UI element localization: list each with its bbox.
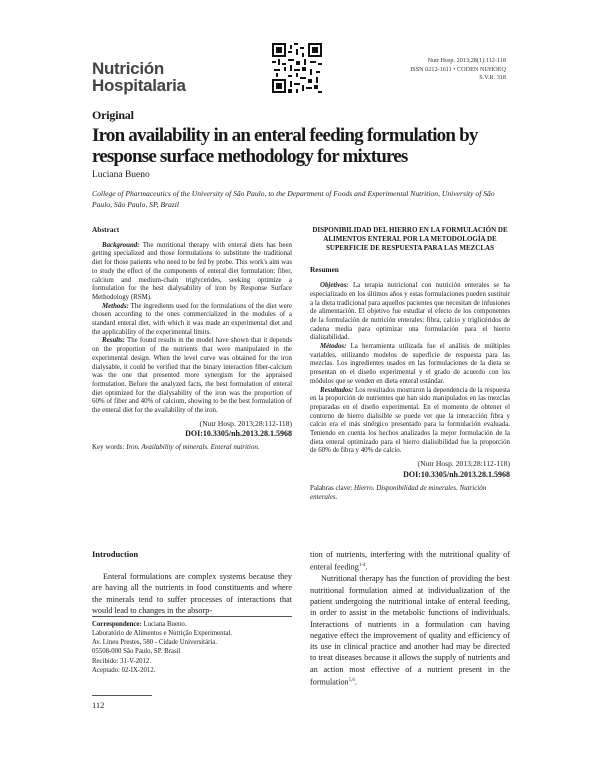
background-text: The nutritional therapy with enteral diets has been getting specialized and those formulations to substitute the traditional diet for those patients who need to be fed by probe. This work's aim was to study the effect of the components of enteral diet formulation: fiber, calcium and medium-chain triglycerides, seeking optimize a formulation for the best dialysability of iron by Response Surface Methodology (RSM).: [92, 241, 292, 301]
right-p1-text: tion of nutrients, interfering with the nutritional quality of enteral feeding: [310, 550, 510, 573]
abstract-heading: Abstract: [92, 225, 120, 234]
received-date: Recibido: 31-V-2012.: [92, 658, 152, 665]
objetivos-text: La terapia nutricional con nutrición enterales se ha especializado en los últimos años y estas formulaciones pueden sustituir a la dieta tradicional para aquellos pacientes que necesitan de infusiones de alimentación. El objetivo fue estudiar el efecto de los componentes de la formulación de nutrición enterales: fibra, calcio y triglicéridos de cadena media para optimizar una formulación para el hierro dializabilidad.: [310, 282, 510, 342]
spanish-title: DISPONIBILIDAD DEL HIERRO EN LA FORMULACIÓN DE ALIMENTOS ENTERAL POR LA METODOLOGÍA DE SUPERFICIE DE RESPUESTA PARA LAS MEZCLAS: [312, 226, 508, 252]
page-divider: [92, 695, 152, 696]
resumen-objetivos: [310, 282, 510, 343]
logo-line1: Nutrición: [92, 59, 164, 78]
abstract-spanish: [310, 226, 510, 502]
correspondence-line: [92, 620, 292, 629]
intro-column-right: [310, 549, 510, 688]
right-p2-text: Nutritional therapy has the function of providing the best nutritional formulation aimed at individualization of the patient undergoing the nutritional intake of enteral feeding, in order to assist in the metabolic functions of individuals. Interactions of nutrients in a formulation can having negative effect the improvement of quality and efficiency of its use in clinical practice and another had may be directed to treat diseases because it allows the supply of nutrients and an action most effective of a nutrient present in the formulation: [310, 574, 510, 687]
right-p1-ref: 1-4: [358, 563, 366, 569]
intro-paragraph-continued: tion of nutrients, interfering with the nutritional quality of enteral feeding$^{1-4}$.: [310, 550, 510, 573]
journal-ref-line3: S.V.R. 318: [479, 74, 506, 82]
results-label: Results:: [102, 337, 125, 345]
accepted-date: Aceptado: 02-IX-2012.: [92, 667, 156, 674]
keywords-text: Iron. Availability of minerals. Enteral nutrition.: [126, 443, 260, 452]
methods-text: The ingredients used for the formulations of the diet were chosen according to the ones commercialized in the modules of a standard enteral diet, with which it was made an experimental diet and the applicability of the experimental limits.: [92, 302, 292, 336]
page-number: 112: [92, 700, 105, 710]
footnote-divider: [92, 616, 292, 617]
resumen-heading: Resumen: [310, 265, 339, 275]
dates-block: [92, 657, 292, 675]
citation: (Nutr Hosp. 2013;28:112-118): [199, 418, 292, 428]
resultados-label: Resultados:: [320, 386, 354, 394]
intro-paragraph-2: Nutritional therapy has the function of providing the best nutritional formulation aimed at individualization of the patient undergoing the nutritional intake of enteral feeding, in order to assist in the metabolic functions of individuals. Interactions of nutrients in a formulation can having negative effect the improvement of quality and efficiency of its use in clinical practice and another had may be directed to treat diseases because it allows the supply of nutrients and an action most effective of a nutrient present in the formulation$^{5,6}$.: [310, 574, 510, 687]
abstract-results: [92, 337, 292, 415]
metodos-label: Métodos:: [320, 343, 347, 351]
doi-link[interactable]: DOI:10.3305/nh.2013.28.1.5968: [185, 429, 292, 439]
journal-ref-line2: ISSN 0212-1611 • CODEN NUHOEQ: [410, 65, 506, 73]
keywords-label: Key words:: [92, 443, 125, 452]
doi-link-es[interactable]: DOI:10.3305/nh.2013.28.1.5968: [403, 469, 510, 479]
background-label: Background:: [102, 241, 140, 249]
metodos-text: La herramienta utilizada fue el análisis de múltiples variables, utilizando modelos de superficie de respuesta para las mezclas. Los ingredientes usados en las formulaciones de la dieta se presentan en el diseño experimental y el grado de acuerdo con los módulos que se venden en dieta enteral estándar.: [310, 343, 510, 385]
journal-reference: [366, 57, 506, 83]
author-affiliation: College of Pharmaceutics of the University of São Paulo, to the Department of Foods and Experimental Nutrition, University of São Paulo, São Paulo, SP, Brazil: [92, 189, 495, 209]
correspondence-block: [92, 620, 292, 656]
introduction-heading: Introduction: [92, 549, 139, 559]
abstract-methods: [92, 303, 292, 338]
author-name: Luciana Bueno: [92, 170, 150, 180]
citation-es: (Nutr Hosp. 2013;28:112-118): [417, 459, 510, 469]
objetivos-label: Objetivos:: [320, 282, 349, 290]
right-p2-ref: 5,6: [348, 678, 355, 683]
results-text: The found results in the model have shown that it depends on the proportion of the nutrients that were manipulated in the experimental design. When the level curve was obtained for the iron dialysable, it could be verified that the binary interaction fiber-calcium was the one that presented more synergism for the appraised formulation. Before the analyzed facts, the best formulation of enteral diet optimized for the dialysability of the iron was the proportion of 60% of fiber and 40% of calcium, showing to be the best formulation of the enteral diet for the availability of the iron.: [92, 337, 292, 415]
keywords: [92, 443, 292, 452]
correspondence-address-3: 05508-000 São Paulo, SP. Brasil: [92, 648, 181, 656]
resumen-resultados: [310, 387, 510, 457]
correspondence-address-2: Av. Lineu Prestes, 580 - Cidade Universitária.: [92, 639, 217, 647]
logo-line2: Hospitalaria: [92, 76, 186, 95]
abstract-background: [92, 242, 292, 303]
section-label: Original: [92, 108, 134, 122]
resultados-text: Los resultados mostraron la dependencia de la respuesta en la proporción de nutrientes que han sido manipulados en las mezclas preparadas en el diseño experimental. En el momento de obtener el contorno de hierro dialisible se puede ver que la interacción fibra y calcio era el más sinérgico presentado para la formulación evaluada. Teniendo en cuenta los hechos analizados la mejor formulación de la dieta enteral optimizado para el hierro dialisibilidad fue la proporción de 60% de fibra y 40% de calcio.: [310, 386, 510, 455]
resumen-metodos: [310, 343, 510, 387]
correspondence-label: Correspondence:: [92, 621, 142, 628]
intro-column-left: [92, 571, 292, 616]
keywords-es: [310, 484, 510, 502]
qr-code-icon: [272, 43, 322, 93]
keywords-es-label: Palabras clave:: [310, 483, 353, 492]
correspondence-address-1: Laboratório de Alimentos e Nutrição Experimental.: [92, 630, 233, 638]
abstract-english: [92, 226, 292, 452]
correspondence-name: Luciana Bueno.: [143, 621, 187, 628]
journal-logo: [92, 60, 192, 94]
journal-ref-line1: Nutr Hosp. 2013;28(1):112-118: [427, 57, 506, 64]
methods-label: Methods:: [102, 302, 129, 310]
article-title: Iron availability in an enteral feeding formulation by response surface methodology for mixtures: [92, 125, 478, 167]
intro-paragraph-1: Enteral formulations are complex systems because they are having all the nutrients in food constituents and where the minerals tend to suffer processes of interactions that would lead to changes in the absorp-: [92, 572, 292, 615]
keywords-es-text: Hierro. Disponibilidad de minerales. Nutrición enterales.: [310, 483, 487, 501]
